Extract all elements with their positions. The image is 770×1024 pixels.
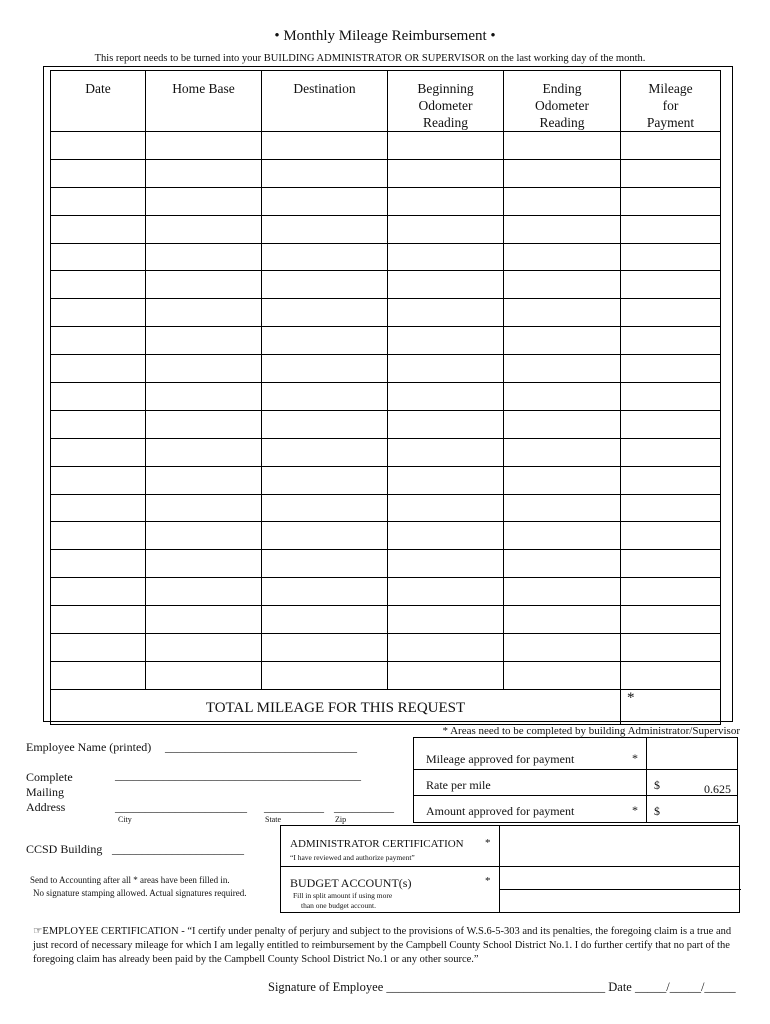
log-cell[interactable] [146, 299, 262, 327]
log-header-line: Mileage [648, 81, 693, 96]
log-cell[interactable] [51, 494, 146, 522]
log-cell[interactable] [146, 550, 262, 578]
log-cell[interactable] [388, 215, 504, 243]
log-cell[interactable] [504, 243, 621, 271]
log-cell[interactable] [51, 299, 146, 327]
log-header-line: Date [85, 81, 111, 96]
log-cell[interactable] [388, 550, 504, 578]
address-label-1: Complete [26, 770, 73, 784]
log-cell[interactable] [146, 410, 262, 438]
log-cell[interactable] [621, 522, 721, 550]
log-row [51, 634, 721, 662]
amount-dollar: $ [654, 804, 660, 818]
log-cell[interactable] [51, 466, 146, 494]
log-header-5 [621, 71, 721, 132]
date-label: Date [608, 980, 632, 994]
log-cell[interactable] [621, 661, 721, 689]
log-cell[interactable] [262, 215, 388, 243]
signature-label: Signature of Employee [268, 980, 384, 994]
log-row [51, 550, 721, 578]
employee-name-field[interactable]: ________________________________ [165, 740, 357, 754]
address-label-3: Address [26, 800, 66, 814]
log-cell[interactable] [388, 606, 504, 634]
log-cell[interactable] [262, 383, 388, 411]
log-cell[interactable] [388, 187, 504, 215]
log-header-line: Destination [293, 81, 356, 96]
log-cell[interactable] [262, 466, 388, 494]
log-cell[interactable] [504, 383, 621, 411]
log-cell[interactable] [146, 355, 262, 383]
log-cell[interactable] [146, 187, 262, 215]
log-cell[interactable] [146, 578, 262, 606]
log-header-line: Payment [646, 115, 695, 130]
log-cell[interactable] [388, 466, 504, 494]
form-subtitle: This report needs to be turned into your BUILDING ADMINISTRATOR OR SUPERVISOR on the last working day of the month. [94, 53, 646, 64]
total-mileage-field[interactable]: * [621, 689, 721, 724]
log-cell[interactable] [388, 438, 504, 466]
log-cell[interactable] [388, 522, 504, 550]
log-cell[interactable] [388, 383, 504, 411]
log-cell[interactable] [146, 606, 262, 634]
approval-box [413, 737, 738, 823]
log-cell[interactable] [262, 132, 388, 160]
log-cell[interactable] [51, 550, 146, 578]
form-title: • Monthly Mileage Reimbursement • [274, 28, 496, 44]
building-field[interactable]: ______________________ [112, 842, 244, 856]
budget-sub-2: than one budget account. [301, 901, 376, 910]
log-row [51, 355, 721, 383]
log-header-1 [146, 71, 262, 132]
log-cell[interactable] [621, 271, 721, 299]
log-header-2 [262, 71, 388, 132]
rate-label: Rate per mile [426, 778, 491, 792]
zip-field[interactable]: __________ [334, 800, 394, 814]
log-cell[interactable] [146, 383, 262, 411]
log-cell[interactable] [504, 578, 621, 606]
log-cell[interactable] [388, 132, 504, 160]
log-header-0 [51, 71, 146, 132]
log-cell[interactable] [146, 494, 262, 522]
log-cell[interactable] [621, 355, 721, 383]
log-cell[interactable] [621, 550, 721, 578]
log-cell[interactable] [262, 299, 388, 327]
log-cell[interactable] [504, 634, 621, 662]
log-cell[interactable] [504, 550, 621, 578]
log-cell[interactable] [51, 243, 146, 271]
log-header-line: Ending [542, 81, 582, 96]
log-cell[interactable] [51, 661, 146, 689]
amount-approved-label: Amount approved for payment [426, 804, 575, 818]
signature-field[interactable]: ___________________________________ [386, 980, 606, 994]
log-header-line: for [662, 98, 679, 113]
log-cell[interactable] [51, 383, 146, 411]
log-header-line: Odometer [535, 98, 589, 113]
log-row [51, 410, 721, 438]
log-cell[interactable] [146, 132, 262, 160]
log-header-line: Reading [539, 115, 585, 130]
log-cell[interactable] [621, 466, 721, 494]
log-cell[interactable] [262, 410, 388, 438]
log-cell[interactable] [504, 299, 621, 327]
log-cell[interactable] [388, 243, 504, 271]
log-cell[interactable] [146, 243, 262, 271]
log-cell[interactable] [51, 327, 146, 355]
log-row [51, 132, 721, 160]
log-cell[interactable] [51, 522, 146, 550]
log-row [51, 606, 721, 634]
log-cell[interactable] [51, 271, 146, 299]
log-cell[interactable] [51, 578, 146, 606]
log-cell[interactable] [621, 494, 721, 522]
log-cell[interactable] [262, 327, 388, 355]
log-row [51, 661, 721, 689]
log-cell[interactable] [388, 410, 504, 438]
rate-value: 0.625 [704, 782, 731, 796]
log-header-line: Reading [423, 115, 468, 130]
log-cell[interactable] [388, 327, 504, 355]
log-cell[interactable] [504, 522, 621, 550]
log-header-line: Odometer [418, 98, 473, 113]
log-cell[interactable] [504, 132, 621, 160]
log-cell[interactable] [388, 661, 504, 689]
log-cell[interactable] [621, 410, 721, 438]
budget-sub-1: Fill in split amount if using more [293, 891, 393, 900]
admin-cert-star: * [485, 837, 491, 849]
log-header-line: Home Base [172, 81, 235, 96]
log-header-line: Beginning [417, 81, 474, 96]
log-row [51, 271, 721, 299]
log-cell[interactable] [388, 578, 504, 606]
log-body [51, 132, 721, 725]
log-cell[interactable] [262, 271, 388, 299]
log-cell[interactable] [262, 243, 388, 271]
log-row [51, 159, 721, 187]
address-field[interactable]: _________________________________________ [115, 768, 361, 782]
log-cell[interactable] [262, 550, 388, 578]
log-cell[interactable] [621, 327, 721, 355]
log-cell[interactable] [621, 215, 721, 243]
log-cell[interactable] [621, 634, 721, 662]
state-label: State [265, 815, 281, 824]
log-row [51, 299, 721, 327]
log-cell[interactable] [51, 187, 146, 215]
log-row [51, 243, 721, 271]
log-cell[interactable] [621, 132, 721, 160]
amount-approved-star: * [632, 803, 638, 817]
log-cell[interactable] [51, 410, 146, 438]
log-cell[interactable] [51, 215, 146, 243]
total-mileage-label: TOTAL MILEAGE FOR THIS REQUEST [51, 689, 621, 724]
log-row [51, 494, 721, 522]
log-cell[interactable] [146, 438, 262, 466]
log-cell[interactable] [621, 187, 721, 215]
log-cell[interactable] [146, 327, 262, 355]
city-field[interactable]: ______________________ [115, 800, 247, 814]
log-cell[interactable] [146, 661, 262, 689]
city-label: City [118, 815, 132, 824]
log-cell[interactable] [51, 355, 146, 383]
log-cell[interactable] [388, 271, 504, 299]
log-cell[interactable] [504, 438, 621, 466]
log-row [51, 522, 721, 550]
log-cell[interactable] [146, 159, 262, 187]
log-cell[interactable] [504, 466, 621, 494]
log-cell[interactable] [146, 634, 262, 662]
rate-dollar: $ [654, 778, 660, 792]
log-cell[interactable] [262, 606, 388, 634]
log-cell[interactable] [51, 606, 146, 634]
log-cell[interactable] [621, 606, 721, 634]
log-row [51, 327, 721, 355]
log-row [51, 383, 721, 411]
log-cell[interactable] [51, 634, 146, 662]
log-cell[interactable] [262, 661, 388, 689]
log-cell[interactable] [146, 271, 262, 299]
log-row [51, 466, 721, 494]
log-cell[interactable] [621, 438, 721, 466]
log-cell[interactable] [504, 215, 621, 243]
log-cell[interactable] [262, 522, 388, 550]
log-cell[interactable] [388, 299, 504, 327]
employee-name-label: Employee Name (printed) [26, 740, 152, 754]
budget-label: BUDGET ACCOUNT(s) [290, 876, 412, 890]
admin-cert-sub: “I have reviewed and authorize payment” [290, 853, 415, 862]
state-field[interactable]: __________ [264, 800, 324, 814]
log-cell[interactable] [504, 159, 621, 187]
log-cell[interactable] [504, 327, 621, 355]
log-cell[interactable] [621, 578, 721, 606]
log-cell[interactable] [388, 355, 504, 383]
log-cell[interactable] [262, 634, 388, 662]
employee-certification: ☞EMPLOYEE CERTIFICATION - “I certify under penalty of perjury and subject to the provisions of W.S.6-5-303 and its penalties, the foregoing claim is a true and just record of necessary mileage for which I am legally entitled to reimbursement by the Campbell County School District No.1. I do further certify that no part of the foregoing claim has already been paid by the Campbell County School District No.1 or any other source.” [33, 926, 732, 965]
mileage-approved-star: * [632, 751, 638, 765]
log-cell[interactable] [146, 522, 262, 550]
send-note-2: No signature stamping allowed. Actual signatures required. [33, 888, 247, 898]
log-cell[interactable] [146, 466, 262, 494]
log-cell[interactable] [262, 494, 388, 522]
log-cell[interactable] [388, 159, 504, 187]
total-row [51, 689, 721, 724]
log-cell[interactable] [262, 355, 388, 383]
address-label-2: Mailing [26, 785, 64, 799]
send-note-1: Send to Accounting after all * areas have been filled in. [30, 875, 230, 885]
log-cell[interactable] [51, 132, 146, 160]
log-cell[interactable] [504, 355, 621, 383]
log-cell[interactable] [504, 410, 621, 438]
log-cell[interactable] [388, 634, 504, 662]
log-cell[interactable] [504, 271, 621, 299]
budget-star: * [485, 875, 491, 887]
signature-row [268, 980, 736, 995]
zip-label: Zip [335, 815, 347, 824]
log-row [51, 187, 721, 215]
admin-cert-label: ADMINISTRATOR CERTIFICATION [290, 838, 464, 850]
log-cell[interactable] [262, 438, 388, 466]
log-header-3 [388, 71, 504, 132]
log-cell[interactable] [504, 661, 621, 689]
log-header-4 [504, 71, 621, 132]
log-cell[interactable] [621, 243, 721, 271]
log-row [51, 578, 721, 606]
date-field[interactable]: _____/_____/_____ [634, 980, 736, 994]
mileage-log-table [50, 70, 721, 725]
log-cell[interactable] [621, 299, 721, 327]
log-cell[interactable] [621, 383, 721, 411]
mileage-approved-label: Mileage approved for payment [426, 752, 575, 766]
log-cell[interactable] [51, 159, 146, 187]
log-cell[interactable] [262, 578, 388, 606]
log-cell[interactable] [146, 215, 262, 243]
log-cell[interactable] [51, 438, 146, 466]
log-cell[interactable] [504, 494, 621, 522]
log-cell[interactable] [504, 187, 621, 215]
admin-budget-box [280, 825, 740, 913]
log-cell[interactable] [262, 187, 388, 215]
log-header-row [51, 71, 721, 132]
admin-note: * Areas need to be completed by building Administrator/Supervisor [442, 725, 740, 737]
log-cell[interactable] [262, 159, 388, 187]
log-cell[interactable] [504, 606, 621, 634]
log-cell[interactable] [621, 159, 721, 187]
log-row [51, 215, 721, 243]
building-label: CCSD Building [26, 842, 103, 856]
log-cell[interactable] [388, 494, 504, 522]
log-row [51, 438, 721, 466]
